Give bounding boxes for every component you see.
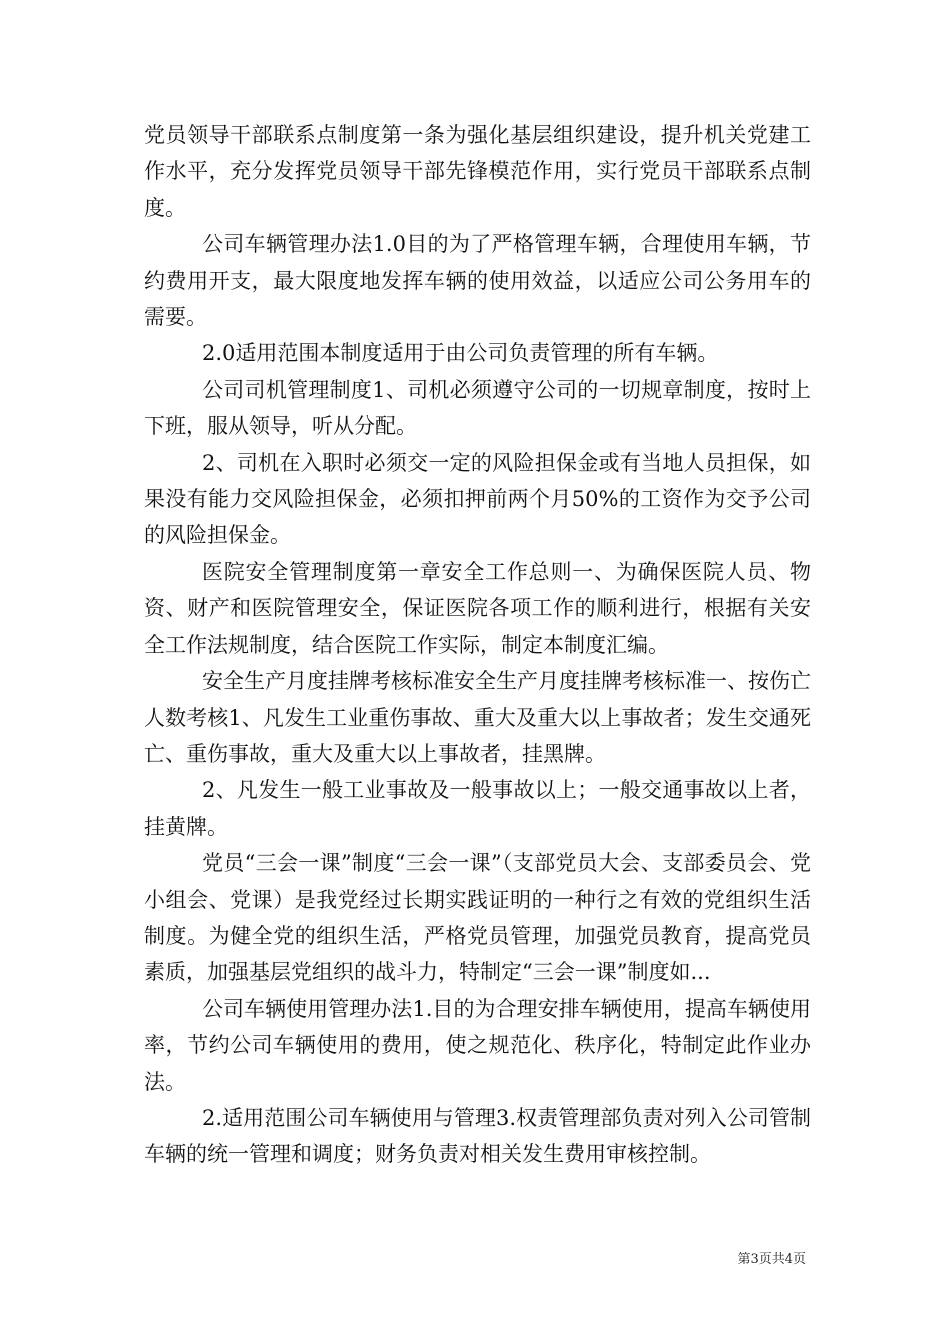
paragraph-vehicle-usage: 公司车辆使用管理办法1.目的为合理安排车辆使用，提高车辆使用率，节约公司车辆使用的费用，使之规范化、秩序化，特制定此作业办法。 xyxy=(144,996,811,1094)
paragraph-driver-deposit: 2、司机在入职时必须交一定的风险担保金或有当地人员担保，如果没有能力交风险担保金，必须扣押前两个月50%的工资作为交予公司的风险担保金。 xyxy=(144,450,811,548)
paragraph-safety-assessment: 安全生产月度挂牌考核标准安全生产月度挂牌考核标准一、按伤亡人数考核1、凡发生工业重伤事故、重大及重大以上事故者；发生交通死亡、重伤事故，重大及重大以上事故者，挂黑牌。 xyxy=(144,669,811,766)
paragraph-yellow-card: 2、凡发生一般工业事故及一般事故以上；一般交通事故以上者，挂黄牌。 xyxy=(144,778,811,839)
paragraph-three-meetings: 党员“三会一课”制度“三会一课”（支部党员大会、支部委员会、党小组会、党课）是我党经过长期实践证明的一种行之有效的党组织生活制度。为健全党的组织生活，严格党员管理，加强党员教育，提高党员素质，加强基层党组织的战斗力，特制定“三会一课”制度如... xyxy=(144,851,811,985)
paragraph-vehicle-scope: 2.0适用范围本制度适用于由公司负责管理的所有车辆。 xyxy=(202,341,719,366)
page-number: 第3页共4页 xyxy=(737,1252,806,1267)
paragraph-vehicle-management: 公司车辆管理办法1.0目的为了严格管理车辆，合理使用车辆，节约费用开支，最大限度地发挥车辆的使用效益，以适应公司公务用车的需要。 xyxy=(144,232,811,330)
paragraph-party-leader-contact: 党员领导干部联系点制度第一条为强化基层组织建设，提升机关党建工作水平，充分发挥党员领导干部先锋模范作用，实行党员干部联系点制度。 xyxy=(144,123,811,220)
document-body xyxy=(144,117,811,1173)
paragraph-driver-rules: 公司司机管理制度1、司机必须遵守公司的一切规章制度，按时上下班，服从领导，听从分配。 xyxy=(144,377,811,439)
paragraph-hospital-safety: 医院安全管理制度第一章安全工作总则一、为确保医院人员、物资、财产和医院管理安全，保证医院各项工作的顺利进行，根据有关安全工作法规制度，结合医院工作实际，制定本制度汇编。 xyxy=(144,559,811,657)
paragraph-vehicle-usage-scope: 2.适用范围公司车辆使用与管理3.权责管理部负责对列入公司管制车辆的统一管理和调度；财务负责对相关发生费用审核控制。 xyxy=(144,1105,811,1167)
